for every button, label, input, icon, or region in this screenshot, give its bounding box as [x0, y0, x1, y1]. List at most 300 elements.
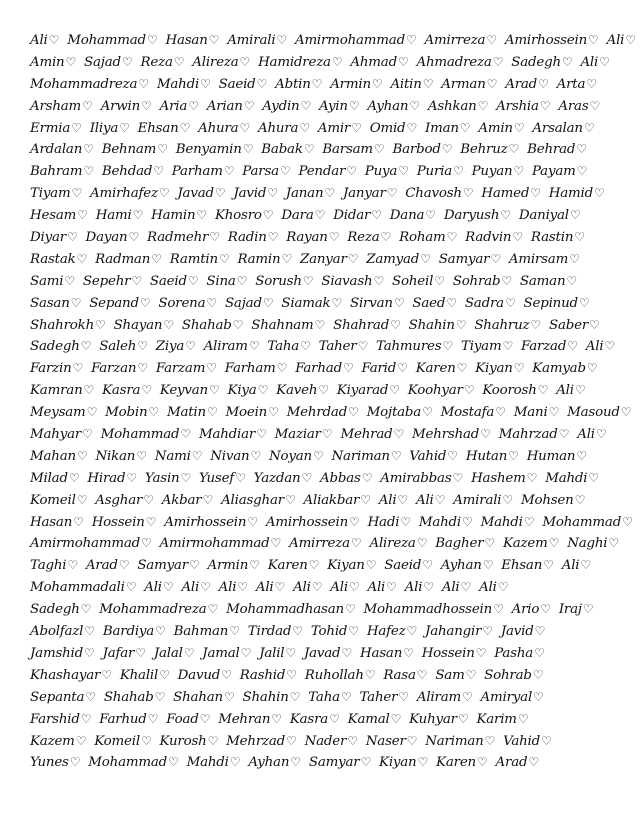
- heart-icon: ♡: [566, 273, 577, 288]
- heart-icon: ♡: [456, 361, 468, 376]
- name-text: Ali: [577, 427, 595, 443]
- name-text: Shahrokh: [30, 317, 95, 333]
- heart-icon: ♡: [281, 251, 292, 266]
- name-item: [416, 358, 468, 380]
- name-text: Ali: [144, 580, 162, 596]
- heart-icon: ♡: [513, 361, 525, 376]
- name-item: [164, 512, 258, 534]
- name-item: [558, 96, 600, 118]
- heart-icon: ♡: [409, 98, 420, 113]
- heart-icon: ♡: [289, 689, 301, 704]
- name-item: [319, 336, 368, 358]
- name-text: Zamyad: [366, 251, 420, 267]
- heart-icon: ♡: [569, 208, 581, 223]
- name-text: Jamshid: [30, 645, 83, 661]
- name-item: [300, 249, 358, 271]
- heart-icon: ♡: [159, 667, 170, 682]
- heart-icon: ♡: [373, 273, 384, 288]
- heart-icon: ♡: [80, 602, 92, 617]
- name-item: [461, 336, 513, 358]
- heart-icon: ♡: [389, 383, 400, 398]
- heart-icon: ♡: [155, 624, 166, 639]
- name-item: [225, 358, 287, 380]
- name-item: [362, 358, 408, 380]
- name-item: [295, 30, 417, 52]
- name-item: [207, 555, 259, 577]
- name-item: [215, 205, 273, 227]
- name-item: [290, 709, 340, 731]
- name-item: [466, 446, 519, 468]
- heart-icon: ♡: [594, 186, 605, 201]
- heart-icon: ♡: [342, 361, 354, 376]
- name-item: [91, 358, 148, 380]
- name-text: Sina: [206, 273, 236, 289]
- name-text: Farzad: [521, 339, 567, 355]
- heart-icon: ♡: [86, 405, 98, 420]
- name-item: [322, 139, 384, 161]
- heart-icon: ♡: [65, 54, 77, 69]
- heart-icon: ♡: [528, 755, 539, 770]
- heart-icon: ♡: [447, 448, 458, 463]
- name-text: Ardalan: [30, 142, 83, 158]
- heart-icon: ♡: [83, 383, 95, 398]
- name-item: [499, 424, 570, 446]
- name-item: [226, 731, 296, 753]
- name-item: [532, 358, 597, 380]
- heart-icon: ♡: [530, 186, 541, 201]
- name-text: Ramtin: [169, 251, 218, 267]
- heart-icon: ♡: [76, 448, 88, 463]
- name-text: Keyvan: [159, 383, 208, 399]
- name-text: Kaveh: [276, 383, 318, 399]
- name-text: Sirvan: [350, 295, 393, 311]
- heart-icon: ♡: [543, 558, 554, 573]
- name-row: [30, 621, 612, 643]
- name-text: Barsam: [322, 142, 373, 158]
- heart-icon: ♡: [71, 186, 83, 201]
- name-text: Masoud: [567, 405, 620, 421]
- name-item: [30, 533, 152, 555]
- heart-icon: ♡: [276, 361, 288, 376]
- name-item: [30, 358, 83, 380]
- name-text: Behrad: [527, 142, 576, 158]
- name-item: [527, 446, 587, 468]
- name-item: [549, 183, 605, 205]
- name-item: [521, 336, 578, 358]
- heart-icon: ♡: [393, 295, 405, 310]
- heart-icon: ♡: [214, 186, 226, 201]
- name-text: Dana: [389, 208, 425, 224]
- name-text: Ali: [556, 383, 574, 399]
- heart-icon: ♡: [301, 470, 313, 485]
- heart-icon: ♡: [508, 142, 520, 157]
- name-item: [96, 446, 147, 468]
- name-text: Ali: [404, 580, 423, 596]
- name-text: Bahram: [30, 164, 83, 180]
- heart-icon: ♡: [463, 383, 475, 398]
- name-row: [30, 577, 612, 599]
- name-text: Mahdi: [545, 470, 588, 486]
- name-text: Ayhan: [367, 98, 409, 114]
- heart-icon: ♡: [497, 580, 509, 595]
- name-text: Sepinud: [523, 295, 578, 311]
- heart-icon: ♡: [360, 755, 372, 770]
- name-item: [417, 161, 464, 183]
- name-text: Soheil: [392, 273, 434, 289]
- name-text: Mohammadhossein: [363, 602, 493, 618]
- name-item: [228, 380, 269, 402]
- name-item: [210, 446, 261, 468]
- name-row: [30, 446, 612, 468]
- name-text: Sami: [30, 273, 64, 289]
- heart-icon: ♡: [476, 755, 488, 770]
- heart-icon: ♡: [397, 361, 408, 376]
- name-text: Vahid: [503, 733, 540, 749]
- name-text: Komeil: [94, 733, 140, 749]
- name-item: [199, 468, 246, 490]
- heart-icon: ♡: [158, 186, 170, 201]
- name-item: [30, 205, 88, 227]
- heart-icon: ♡: [179, 120, 191, 135]
- name-item: [559, 599, 594, 621]
- name-item: [376, 336, 453, 358]
- name-text: Ahmadreza: [416, 54, 492, 70]
- name-text: Arsham: [30, 98, 82, 114]
- name-item: [30, 687, 96, 709]
- name-text: Khosro: [214, 208, 262, 224]
- name-text: Shahnam: [251, 317, 314, 333]
- name-item: [227, 30, 287, 52]
- heart-icon: ♡: [373, 142, 385, 157]
- heart-icon: ♡: [135, 645, 146, 660]
- heart-icon: ♡: [434, 273, 445, 288]
- name-item: [102, 380, 152, 402]
- heart-icon: ♡: [126, 470, 137, 485]
- heart-icon: ♡: [558, 427, 570, 442]
- name-item: [160, 731, 219, 753]
- name-text: Hamed: [481, 186, 530, 202]
- name-item: [348, 709, 402, 731]
- name-row: [30, 183, 612, 205]
- name-text: Tohid: [310, 624, 348, 640]
- heart-icon: ♡: [453, 164, 464, 179]
- name-text: Kuhyar: [409, 711, 457, 727]
- name-item: [365, 161, 409, 183]
- name-text: Khashayar: [30, 667, 101, 683]
- name-item: [160, 96, 199, 118]
- name-item: [225, 293, 273, 315]
- name-text: Javad: [177, 186, 214, 202]
- name-item: [367, 621, 417, 643]
- heart-icon: ♡: [248, 339, 260, 354]
- heart-icon: ♡: [324, 186, 335, 201]
- name-text: Mohammad: [67, 33, 146, 48]
- heart-icon: ♡: [346, 164, 357, 179]
- heart-icon: ♡: [371, 76, 383, 91]
- heart-icon: ♡: [622, 514, 633, 529]
- name-text: Behruz: [460, 142, 508, 158]
- name-text: Farhad: [295, 361, 342, 377]
- name-row: [30, 512, 633, 534]
- name-item: [219, 577, 248, 599]
- name-item: [472, 161, 524, 183]
- name-item: [140, 52, 184, 74]
- name-text: Sam: [435, 667, 465, 683]
- name-text: Mehrshad: [412, 427, 480, 443]
- heart-icon: ♡: [299, 120, 310, 135]
- name-text: Amirhossein: [265, 514, 348, 530]
- heart-icon: ♡: [83, 164, 94, 179]
- heart-icon: ♡: [446, 295, 457, 310]
- name-text: Hasan: [165, 33, 208, 48]
- heart-icon: ♡: [271, 711, 282, 726]
- name-item: [202, 643, 251, 665]
- name-text: Saman: [519, 273, 566, 289]
- name-item: [379, 490, 408, 512]
- name-text: Moein: [225, 405, 268, 421]
- name-text: Bardiya: [102, 624, 155, 640]
- heart-icon: ♡: [599, 54, 610, 69]
- name-item: [156, 336, 196, 358]
- heart-icon: ♡: [493, 602, 504, 617]
- name-text: Amirhossein: [164, 514, 247, 530]
- heart-icon: ♡: [229, 755, 241, 770]
- name-row: [30, 643, 612, 665]
- name-item: [425, 118, 470, 140]
- heart-icon: ♡: [386, 186, 398, 201]
- heart-icon: ♡: [82, 427, 93, 442]
- name-item: [30, 336, 91, 358]
- heart-icon: ♡: [586, 361, 598, 376]
- name-text: Yunes: [30, 755, 69, 771]
- name-item: [318, 118, 362, 140]
- name-text: Sadegh: [30, 602, 80, 618]
- name-item: [392, 139, 452, 161]
- name-text: Hadi: [367, 514, 400, 530]
- name-text: Tirdad: [247, 624, 292, 640]
- name-item: [417, 687, 473, 709]
- name-text: Ali: [255, 580, 274, 596]
- name-text: Ruhollah: [304, 667, 364, 683]
- name-text: Hashem: [471, 470, 526, 486]
- name-item: [204, 336, 260, 358]
- name-text: Nader: [304, 733, 347, 749]
- heart-icon: ♡: [136, 448, 147, 463]
- name-row: [30, 752, 612, 774]
- name-text: Yusef: [199, 470, 235, 486]
- heart-icon: ♡: [442, 339, 453, 354]
- heart-icon: ♡: [357, 339, 369, 354]
- heart-icon: ♡: [583, 120, 595, 135]
- heart-icon: ♡: [199, 711, 211, 726]
- name-item: [408, 380, 475, 402]
- name-item: [30, 402, 97, 424]
- name-item: [484, 665, 543, 687]
- heart-icon: ♡: [348, 624, 359, 639]
- heart-icon: ♡: [168, 755, 179, 770]
- heart-icon: ♡: [311, 580, 323, 595]
- heart-icon: ♡: [548, 405, 560, 420]
- heart-icon: ♡: [249, 558, 260, 573]
- name-item: [503, 533, 559, 555]
- name-item: [248, 621, 303, 643]
- heart-icon: ♡: [416, 536, 428, 551]
- heart-icon: ♡: [422, 76, 434, 91]
- name-item: [405, 577, 434, 599]
- name-text: Mohammadhasan: [226, 602, 344, 618]
- name-text: Mojtaba: [366, 405, 422, 421]
- name-text: Hasan: [30, 514, 73, 530]
- name-item: [198, 118, 250, 140]
- name-text: Tiyam: [30, 186, 71, 202]
- name-text: Kamran: [30, 383, 83, 399]
- name-text: Aliasghar: [221, 492, 284, 508]
- name-text: Mobin: [105, 405, 148, 421]
- name-text: Zanyar: [300, 251, 347, 267]
- name-text: Behnam: [101, 142, 157, 158]
- name-item: [259, 643, 296, 665]
- name-text: Aliakbar: [303, 492, 360, 508]
- name-text: Mahdi: [186, 755, 229, 771]
- name-item: [363, 599, 503, 621]
- name-item: [154, 643, 194, 665]
- heart-icon: ♡: [154, 689, 166, 704]
- heart-icon: ♡: [386, 580, 397, 595]
- name-item: [383, 665, 427, 687]
- heart-icon: ♡: [83, 142, 94, 157]
- name-item: [67, 30, 157, 52]
- name-item: [99, 709, 158, 731]
- name-item: [311, 621, 359, 643]
- name-text: Nariman: [331, 448, 390, 464]
- name-item: [409, 709, 468, 731]
- heart-icon: ♡: [256, 427, 267, 442]
- name-text: Parham: [171, 164, 223, 180]
- name-item: [471, 468, 537, 490]
- heart-icon: ♡: [262, 208, 274, 223]
- name-text: Radman: [95, 251, 151, 267]
- heart-icon: ♡: [239, 54, 251, 69]
- heart-icon: ♡: [459, 120, 471, 135]
- name-item: [368, 512, 411, 534]
- name-item: [102, 139, 168, 161]
- heart-icon: ♡: [347, 251, 359, 266]
- heart-icon: ♡: [173, 54, 185, 69]
- name-item: [330, 577, 359, 599]
- heart-icon: ♡: [146, 33, 158, 47]
- heart-icon: ♡: [206, 361, 217, 376]
- name-item: [567, 533, 619, 555]
- name-text: Kamyab: [532, 361, 586, 377]
- heart-icon: ♡: [121, 54, 133, 69]
- heart-icon: ♡: [405, 33, 417, 47]
- name-text: Sajad: [224, 295, 262, 311]
- name-item: [428, 96, 488, 118]
- heart-icon: ♡: [541, 733, 552, 748]
- name-text: Asghar: [95, 492, 143, 508]
- heart-icon: ♡: [276, 33, 287, 47]
- name-text: Chavosh: [405, 186, 462, 202]
- heart-icon: ♡: [398, 689, 409, 704]
- heart-icon: ♡: [206, 405, 218, 420]
- name-text: Mohammad: [100, 427, 180, 443]
- heart-icon: ♡: [76, 251, 88, 266]
- name-text: Taher: [359, 689, 398, 705]
- heart-icon: ♡: [223, 164, 235, 179]
- heart-icon: ♡: [484, 733, 496, 748]
- name-item: [557, 74, 597, 96]
- heart-icon: ♡: [267, 186, 278, 201]
- name-text: Mahan: [30, 448, 76, 464]
- name-item: [305, 731, 358, 753]
- name-item: [482, 380, 548, 402]
- name-item: [207, 96, 255, 118]
- name-item: [370, 118, 417, 140]
- heart-icon: ♡: [132, 208, 144, 223]
- heart-icon: ♡: [232, 317, 244, 332]
- name-item: [162, 490, 213, 512]
- name-text: Amin: [478, 120, 513, 136]
- name-item: [228, 227, 278, 249]
- name-item: [475, 358, 524, 380]
- name-text: Ali: [378, 492, 397, 508]
- name-item: [30, 118, 82, 140]
- name-item: [453, 490, 513, 512]
- heart-icon: ♡: [312, 448, 324, 463]
- name-item: [441, 402, 506, 424]
- name-item: [287, 402, 359, 424]
- name-item: [30, 709, 91, 731]
- heart-icon: ♡: [530, 317, 541, 332]
- heart-icon: ♡: [457, 711, 469, 726]
- heart-icon: ♡: [250, 448, 261, 463]
- name-text: Janan: [285, 186, 324, 202]
- heart-icon: ♡: [340, 689, 352, 704]
- name-row: [30, 687, 612, 709]
- name-text: Mohammad: [542, 514, 622, 530]
- heart-icon: ♡: [360, 492, 371, 507]
- name-text: Amirmohammad: [294, 33, 405, 48]
- name-text: Pendar: [298, 164, 346, 180]
- name-text: Arian: [206, 98, 243, 114]
- name-text: Arad: [495, 755, 528, 771]
- name-item: [586, 336, 615, 358]
- name-text: Kasra: [102, 383, 141, 399]
- name-text: Saber: [548, 317, 589, 333]
- heart-icon: ♡: [314, 208, 326, 223]
- name-text: Javid: [233, 186, 267, 202]
- heart-icon: ♡: [196, 208, 207, 223]
- heart-icon: ♡: [589, 317, 600, 332]
- heart-icon: ♡: [208, 33, 220, 47]
- heart-icon: ♡: [311, 76, 323, 91]
- name-text: Siamak: [281, 295, 331, 311]
- name-item: [305, 665, 376, 687]
- name-item: [441, 74, 497, 96]
- name-item: [333, 205, 382, 227]
- name-item: [442, 577, 471, 599]
- name-item: [580, 52, 609, 74]
- name-item: [399, 227, 457, 249]
- name-text: Farid: [361, 361, 397, 377]
- name-text: Hutan: [465, 448, 508, 464]
- name-row: [30, 665, 612, 687]
- name-item: [607, 30, 636, 52]
- name-text: Radin: [227, 230, 267, 246]
- name-row: [30, 599, 612, 621]
- name-text: Kurosh: [159, 733, 207, 749]
- name-text: Shayan: [113, 317, 163, 333]
